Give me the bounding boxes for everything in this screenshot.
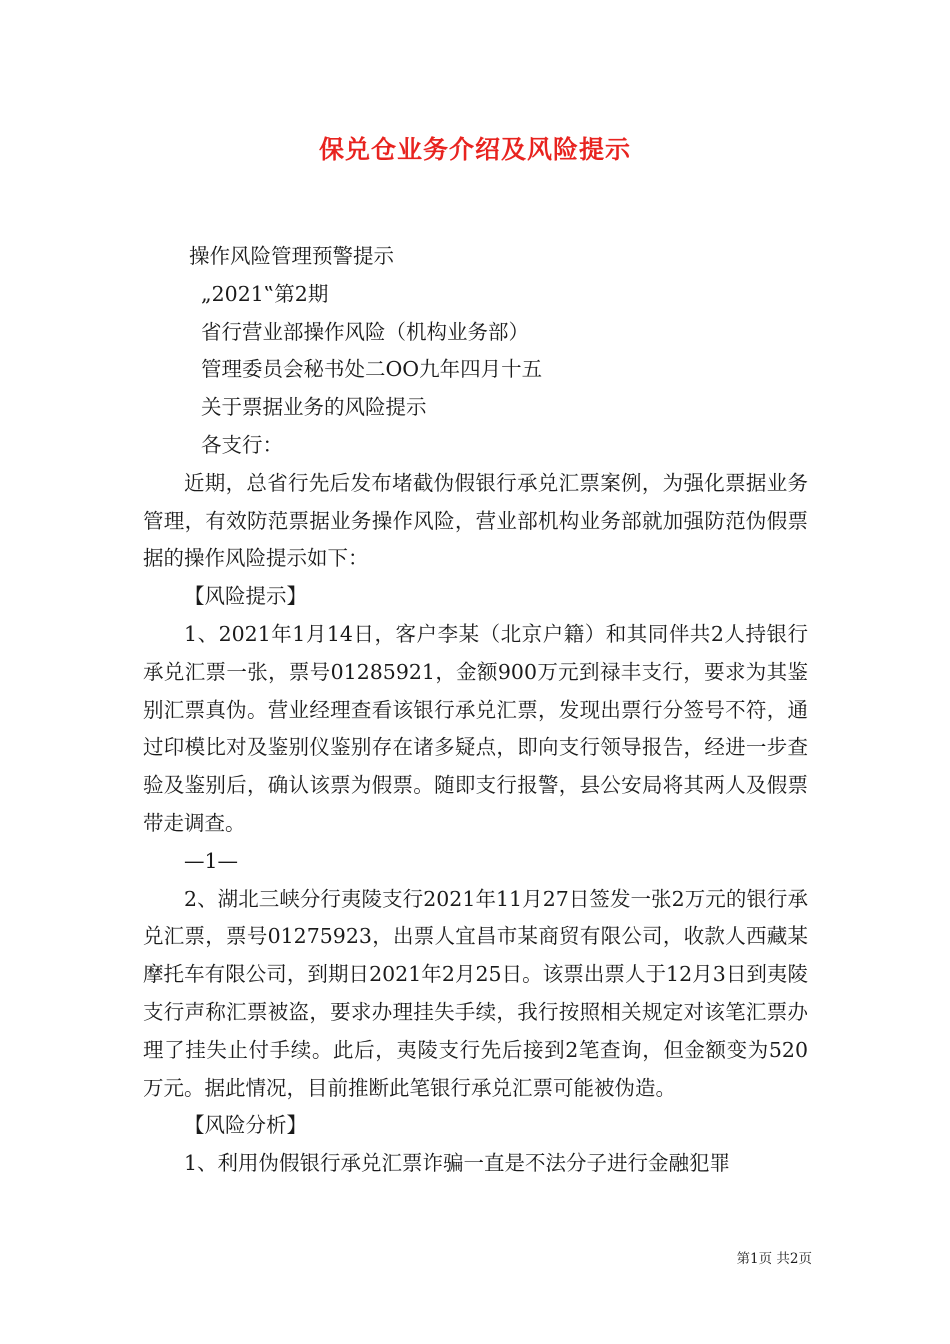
- header-line-salutation: 各支行：: [201, 432, 283, 457]
- analysis-1-paragraph: 1、利用伪假银行承兑汇票诈骗一直是不法分子进行金融犯罪: [184, 1151, 731, 1176]
- header-line-notice-name: 操作风险管理预警提示: [189, 244, 394, 268]
- page-number-footer: 第1页 共2页: [736, 1251, 812, 1267]
- document-body: [143, 238, 808, 1183]
- intro-paragraph: 近期，总省行先后发布堵截伪假银行承兑汇票案例，为强化票据业务管理，有效防范票据业务操作风险，营业部机构业务部就加强防范伪假票据的操作风险提示如下：: [143, 470, 808, 571]
- section-heading-risk-tips: 【风险提示】: [184, 584, 307, 609]
- header-line-issue-number: „2021‟第2期: [201, 281, 329, 306]
- header-line-issuer: 省行营业部操作风险（机构业务部）: [201, 319, 529, 344]
- case-2-paragraph: 2、湖北三峡分行夷陵支行2021年11月27日签发一张2万元的银行承兑汇票，票号01275923，出票人宜昌市某商贸有限公司，收款人西藏某摩托车有限公司，到期日2021年2月25日。该票出票人于12月3日到夷陵支行声称汇票被盗，要求办理挂失手续，我行按照相关规定对该笔汇票办理了挂失止付手续。此后，夷陵支行先后接到2笔查询，但金额变为520万元。据此情况，目前推断此笔银行承兑汇票可能被伪造。: [143, 886, 808, 1100]
- document-title: 保兑仓业务介绍及风险提示: [318, 135, 631, 164]
- page-marker: —1—: [184, 848, 239, 873]
- section-heading-risk-analysis: 【风险分析】: [184, 1113, 307, 1138]
- header-line-secretariat-date: 管理委员会秘书处二OO九年四月十五: [201, 357, 543, 382]
- header-line-subject: 关于票据业务的风险提示: [201, 395, 427, 420]
- case-1-paragraph: 1、2021年1月14日，客户李某（北京户籍）和其同伴共2人持银行承兑汇票一张，票号01285921，金额900万元到禄丰支行，要求为其鉴别汇票真伪。营业经理查看该银行承兑汇票，发现出票行分签号不符，通过印模比对及鉴别仪鉴别存在诸多疑点，即向支行领导报告，经进一步查验及鉴别后，确认该票为假票。随即支行报警，县公安局将其两人及假票带走调查。: [143, 621, 808, 835]
